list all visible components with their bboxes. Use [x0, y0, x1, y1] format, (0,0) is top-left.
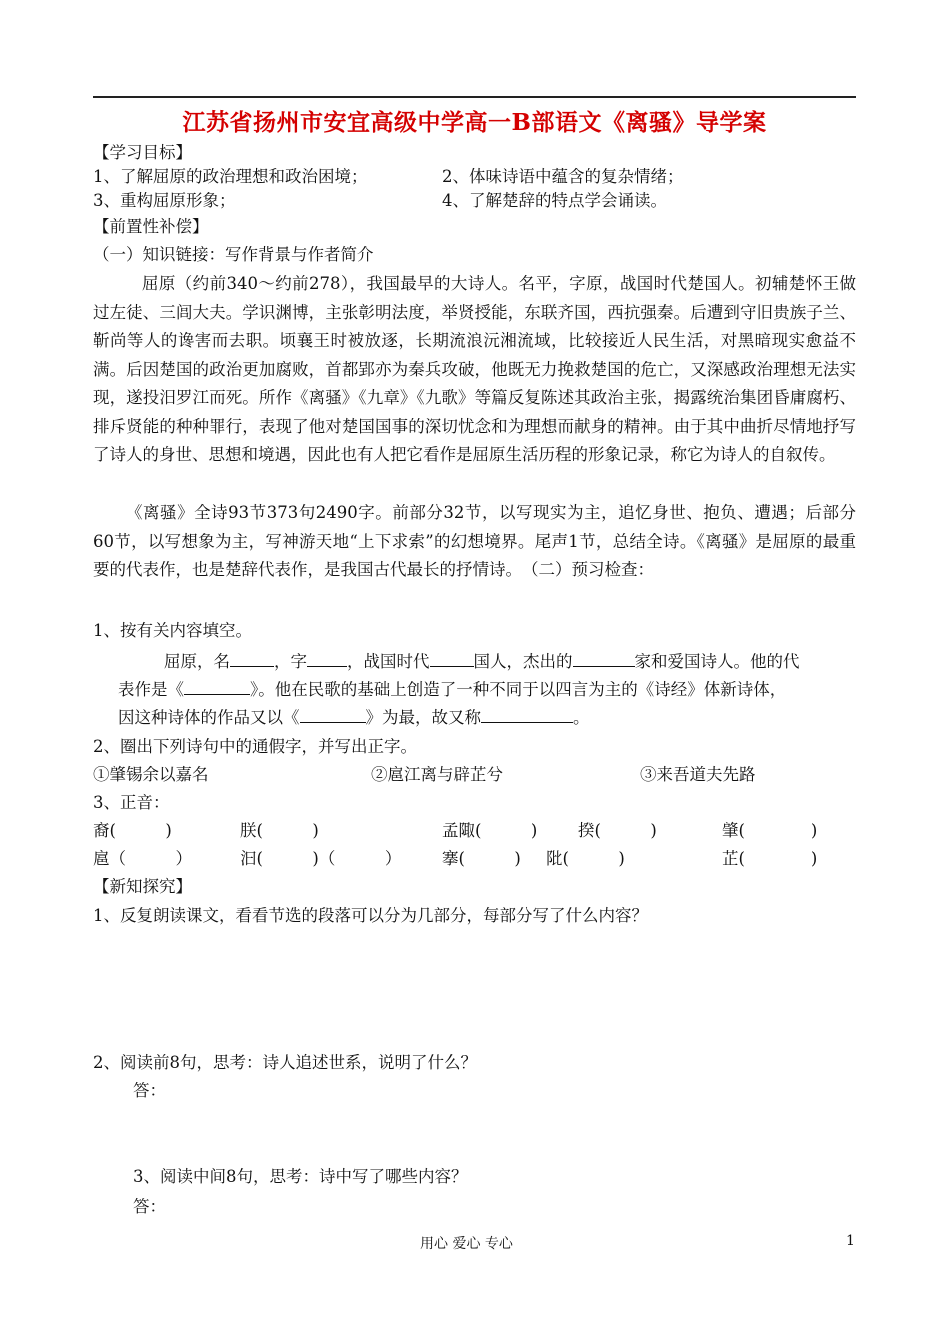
pron-item: 裔( ): [93, 821, 172, 840]
fill-text: 屈原，名: [164, 652, 230, 671]
pron-item: 扈（ ）: [93, 849, 192, 868]
author-bio: 屈原（约前340～约前278），我国最早的大诗人。名平，字原，战国时代楚国人。初辅楚怀王做过左徒、三闾大夫。学识渊博，主张彰明法度，举贤授能，东联齐国，西抗强秦。后遭到守旧贵族子兰、靳尚等人的谗害而去职。顷襄王时被放逐，长期流浪沅湘流域，比较接近人民生活，对黑暗现实愈益不满。后因楚国的政治更加腐败，首都郢亦为秦兵攻破，他既无力挽救楚国的危亡，又深感政治理想无法实现，遂投汨罗江而死。所作《离骚》《九章》《九歌》等篇反复陈述其政治主张，揭露统治集团昏庸腐朽、排斥贤能的种种罪行，表现了他对楚国国事的深切忧念和为理想而献身的精神。由于其中曲折尽情地抒写了诗人的身世、思想和境遇，因此也有人把它看作是屈原生活历程的形象记录，称它为诗人的自叙传。: [93, 274, 856, 464]
pron-item: 芷( ): [722, 849, 818, 868]
fill-line-1: [164, 648, 800, 675]
answer-label: 答：: [133, 1081, 166, 1100]
pre-heading: 【前置性补偿】: [93, 217, 209, 236]
verse-1: ①肇锡余以嘉名: [93, 765, 209, 784]
fill-text: ，战国时代: [347, 652, 430, 671]
fill-text: 因这种诗体的作品又以《: [118, 708, 300, 727]
goal-3: 3、重构屈原形象；: [93, 191, 236, 210]
goal-4: 4、了解楚辞的特点学会诵读。: [442, 191, 667, 210]
goals-heading: 【学习目标】: [93, 143, 192, 162]
fill-text: 》为最，故又称: [365, 708, 481, 727]
fill-text: 。: [573, 708, 590, 727]
inquiry-3: 3、阅读中间8句，思考：诗中写了哪些内容？: [133, 1167, 468, 1186]
answer-blank[interactable]: [184, 676, 250, 695]
inquiry-2: 2、阅读前8句，思考：诗人追述世系，说明了什么？: [93, 1053, 477, 1072]
fill-text: 表作是《: [118, 680, 184, 699]
question-3: 3、正音：: [93, 793, 170, 812]
new-heading: 【新知探究】: [93, 877, 192, 896]
page-number: 1: [846, 1233, 855, 1249]
answer-blank[interactable]: [230, 648, 274, 667]
fill-line-3: [118, 704, 590, 731]
pron-item: 搴( ): [442, 849, 521, 868]
fill-text: 家和爱国诗人。他的代: [634, 652, 800, 671]
answer-blank[interactable]: [573, 648, 635, 667]
answer-blank[interactable]: [481, 704, 573, 723]
answer-blank[interactable]: [300, 704, 366, 723]
document-title: 江苏省扬州市安宜高级中学高一B部语文《离骚》导学案: [182, 109, 767, 136]
pron-item: 揆( ): [578, 821, 657, 840]
lisao-intro: 《离骚》全诗93节373句2490字。前部分32节，以写现实为主，追忆身世、抱负、遭遇；后部分60节，以写想象为主，写神游天地“上下求索”的幻想境界。尾声1节，总结全诗。《离骚》是屈原的最重要的代表作，也是楚辞代表作，是我国古代最长的抒情诗。 （二）预习检查：: [93, 503, 856, 579]
footer-motto: 用心 爱心 专心: [420, 1236, 513, 1252]
pron-item: 肇( ): [722, 821, 818, 840]
knowledge-link: （一）知识链接：写作背景与作者简介: [93, 245, 374, 264]
question-2: 2、圈出下列诗句中的通假字，并写出正字。: [93, 737, 417, 756]
header-rule: [93, 96, 856, 98]
fill-text: ，字: [274, 652, 307, 671]
goal-2: 2、体味诗语中蕴含的复杂情绪；: [442, 167, 684, 186]
fill-text: 国人，杰出的: [473, 652, 573, 671]
inquiry-1: 1、反复朗读课文，看看节选的段落可以分为几部分，每部分写了什么内容？: [93, 906, 648, 925]
goal-1: 1、了解屈原的政治理想和政治困境；: [93, 167, 368, 186]
pron-item: 朕( ): [240, 821, 319, 840]
question-1: 1、按有关内容填空。: [93, 621, 252, 640]
fill-line-2: [118, 676, 786, 703]
pron-item: 阰( ): [546, 849, 625, 868]
verse-3: ③来吾道夫先路: [640, 765, 756, 784]
fill-text: 》。他在民歌的基础上创造了一种不同于以四言为主的《诗经》体新诗体，: [250, 680, 787, 699]
answer-blank[interactable]: [307, 648, 347, 667]
answer-label: 答：: [133, 1197, 166, 1216]
verse-2: ②扈江离与辟芷兮: [371, 765, 503, 784]
answer-blank[interactable]: [430, 648, 474, 667]
pron-item: 汩( )（ ）: [240, 849, 402, 868]
pron-item: 孟陬( ): [442, 821, 538, 840]
